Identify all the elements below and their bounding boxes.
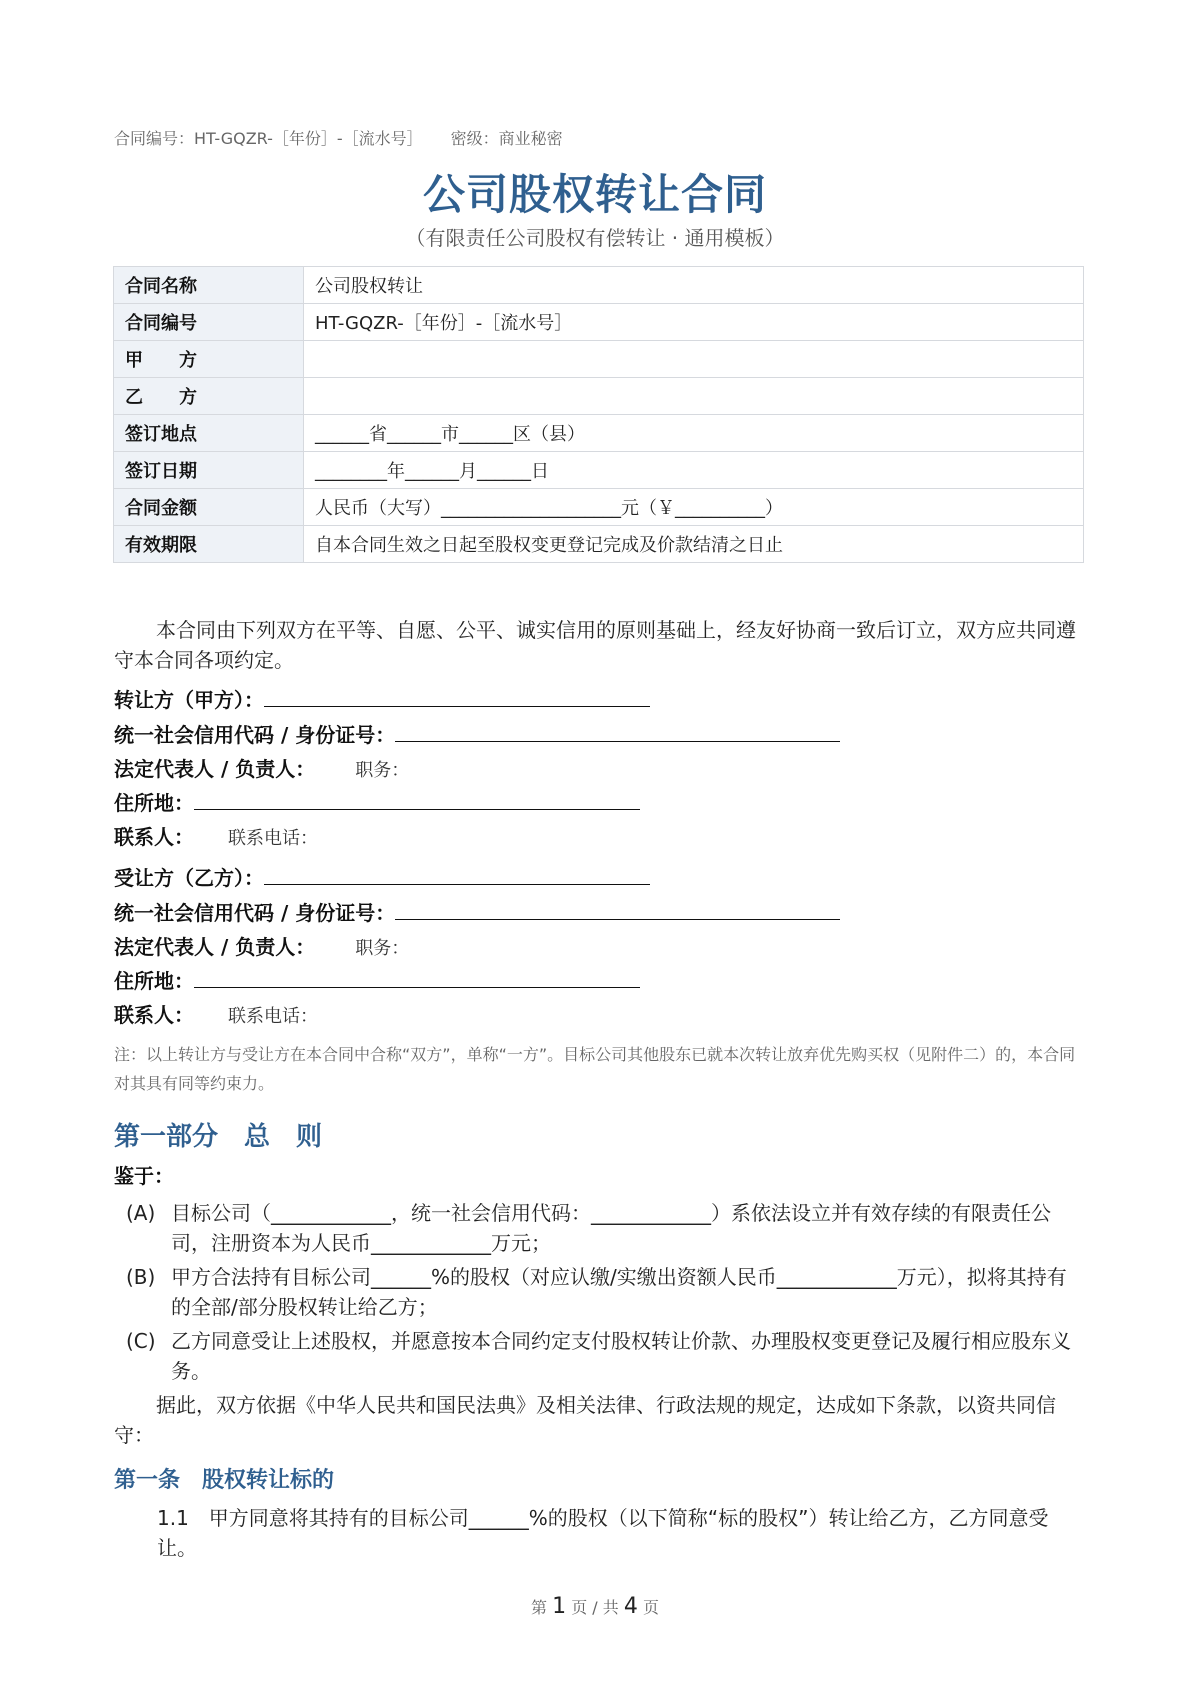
item-text: 甲方合法持有目标公司______%的股权（对应认缴/实缴出资额人民币____________万元），拟将其持有的全部/部分股权转让给乙方；: [171, 1265, 1067, 1319]
part1-heading: 第一部分 总 则: [114, 1122, 323, 1152]
secrecy-level: 密级：商业秘密: [450, 129, 563, 148]
item-marker: (C): [126, 1329, 156, 1353]
total-pages: 4: [623, 1594, 638, 1619]
article1-heading: 第一条 股权转让标的: [114, 1468, 335, 1493]
position-label: 职务：: [355, 938, 410, 959]
page-footer: [0, 1594, 1190, 1619]
info-value: 公司股权转让: [304, 267, 1084, 304]
info-value: 人民币（大写）____________________元（￥__________）: [304, 489, 1084, 526]
info-row: [114, 304, 1084, 341]
contact-line-b: [114, 999, 318, 1028]
info-key: 合同编号: [114, 304, 304, 341]
info-key: 合同名称: [114, 267, 304, 304]
transferee-label: 受让方（乙方）：: [114, 866, 264, 890]
whereas-item: [126, 1262, 1084, 1322]
info-row: [114, 452, 1084, 489]
info-row: [114, 378, 1084, 415]
phone-label: 联系电话：: [228, 828, 318, 849]
info-key: 合同金额: [114, 489, 304, 526]
contact-label: 联系人：: [114, 825, 194, 849]
phone-label: 联系电话：: [228, 1006, 318, 1027]
legal-rep-label: 法定代表人 / 负责人：: [114, 935, 316, 959]
current-page: 1: [552, 1594, 567, 1619]
credit-code-label: 统一社会信用代码 / 身份证号：: [114, 723, 396, 747]
position-label: 职务：: [355, 760, 410, 781]
address-label: 住所地：: [114, 969, 194, 993]
item-text: 目标公司（____________，统一社会信用代码：____________）系依法设立并有效存续的有限责任公司，注册资本为人民币____________万元；: [171, 1201, 1051, 1255]
info-key: 签订日期: [114, 452, 304, 489]
info-key: 有效期限: [114, 526, 304, 563]
transferee-line: [114, 862, 650, 891]
legal-rep-line-a: [114, 753, 409, 782]
info-row: [114, 489, 1084, 526]
address-line-a: [114, 787, 640, 816]
info-key: 乙 方: [114, 378, 304, 415]
intro-text: 本合同由下列双方在平等、自愿、公平、诚实信用的原则基础上，经友好协商一致后订立，双方应共同遵守本合同各项约定。: [114, 618, 1076, 672]
info-key: 甲 方: [114, 341, 304, 378]
legal-rep-line-b: [114, 931, 409, 960]
info-value: ________年______月______日: [304, 452, 1084, 489]
address-blank: [194, 791, 640, 810]
document-title: 公司股权转让合同: [422, 170, 767, 219]
info-row: [114, 341, 1084, 378]
credit-code-blank: [395, 901, 840, 920]
transferor-blank: [264, 688, 650, 707]
credit-code-label: 统一社会信用代码 / 身份证号：: [114, 901, 396, 925]
footer-suffix: 页: [642, 1598, 659, 1617]
contact-line-a: [114, 821, 318, 850]
contact-label: 联系人：: [114, 1003, 194, 1027]
transferor-label: 转让方（甲方）：: [114, 688, 264, 712]
whereas-label: 鉴于：: [114, 1164, 174, 1188]
document-meta: [114, 126, 563, 149]
therefore-paragraph: [114, 1390, 1084, 1450]
legal-rep-label: 法定代表人 / 负责人：: [114, 757, 316, 781]
item-marker: (B): [126, 1265, 156, 1289]
contract-info-table: [113, 266, 1084, 563]
address-label: 住所地：: [114, 791, 194, 815]
item-marker: (A): [126, 1201, 156, 1225]
footer-prefix: 第: [531, 1598, 548, 1617]
item-text: 乙方同意受让上述股权，并愿意按本合同约定支付股权转让价款、办理股权变更登记及履行相应股东义务。: [171, 1329, 1071, 1383]
document-subtitle: （有限责任公司股权有偿转让 · 通用模板）: [405, 226, 785, 250]
contract-number-meta: 合同编号：HT-GQZR-［年份］-［流水号］: [114, 129, 423, 148]
credit-code-line-a: [114, 719, 840, 748]
transferee-blank: [264, 866, 650, 885]
info-value: 自本合同生效之日起至股权变更登记完成及价款结清之日止: [304, 526, 1084, 563]
clause-1-1: 1.1 甲方同意将其持有的目标公司______%的股权（以下简称“标的股权”）转让给乙方，乙方同意受让。: [157, 1506, 1049, 1560]
info-row: [114, 526, 1084, 563]
intro-paragraph: [114, 615, 1084, 675]
info-value: HT-GQZR-［年份］-［流水号］: [304, 304, 1084, 341]
info-value: [304, 341, 1084, 378]
info-value: [304, 378, 1084, 415]
therefore-text: 据此，双方依据《中华人民共和国民法典》及相关法律、行政法规的规定，达成如下条款，以资共同信守：: [114, 1393, 1056, 1447]
whereas-item: [126, 1198, 1084, 1258]
transferor-line: [114, 684, 650, 713]
footer-mid: 页 / 共: [571, 1598, 619, 1617]
info-value: ______省______市______区（县）: [304, 415, 1084, 452]
parties-note: 注：以上转让方与受让方在本合同中合称“双方”，单称“一方”。目标公司其他股东已就本次转让放弃优先购买权（见附件二）的，本合同对其具有同等约束力。: [114, 1045, 1076, 1093]
credit-code-blank: [395, 723, 840, 742]
address-blank: [194, 969, 640, 988]
info-row: [114, 415, 1084, 452]
credit-code-line-b: [114, 897, 840, 926]
address-line-b: [114, 965, 640, 994]
info-key: 签订地点: [114, 415, 304, 452]
whereas-item: [126, 1326, 1084, 1386]
info-row: [114, 267, 1084, 304]
